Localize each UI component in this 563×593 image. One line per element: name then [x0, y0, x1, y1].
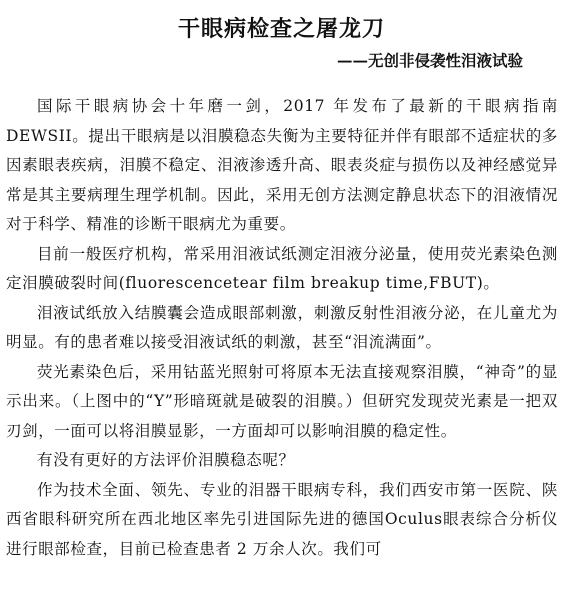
paragraph-oculus: 作为技术全面、领先、专业的泪器干眼病专科，我们西安市第一医院、陕西省眼科研究所在西北地区率先引进国际先进的德国Oculus眼表综合分析仪进行眼部检查，目前已检查患者 2 万余人次。我们可: [6, 480, 558, 558]
article-body: [6, 92, 558, 564]
paragraph-fluorescein: 荧光素染色后，采用钴蓝光照射可将原本无法直接观察泪膜，“神奇”的显示出来。（上图中的“Y”形暗斑就是破裂的泪膜。）但研究发现荧光素是一把双刃剑，一面可以将泪膜显影，一方面却可以影响泪膜的稳定性。: [6, 362, 558, 440]
paragraph-question: 有没有更好的方法评价泪膜稳态呢？: [37, 451, 295, 469]
article-subtitle: ——无创非侵袭性泪液试验: [336, 51, 523, 70]
article-title: 干眼病检查之屠龙刀: [177, 16, 385, 42]
paragraph-dews-intro: 国际干眼病协会十年磨一剑，2017 年发布了最新的干眼病指南DEWSII。提出干眼病是以泪膜稳态失衡为主要特征并伴有眼部不适症状的多因素眼表疾病，泪膜不稳定、泪液渗透升高、眼表炎症与损伤以及神经感觉异常是其主要病理生理学机制。因此，采用无创方法测定静息状态下的泪液情况对于科学、精准的诊断干眼病尤为重要。: [6, 97, 558, 233]
paragraph-current-methods: 目前一般医疗机构，常采用泪液试纸测定泪液分泌量，使用荧光素染色测定泪膜破裂时间(fluorescencetear film breakup time,FBUT)。: [6, 244, 558, 292]
paragraph-test-strip: 泪液试纸放入结膜囊会造成眼部刺激，刺激反射性泪液分泌，在儿童尤为明显。有的患者难以接受泪液试纸的刺激，甚至“泪流满面”。: [6, 303, 558, 351]
